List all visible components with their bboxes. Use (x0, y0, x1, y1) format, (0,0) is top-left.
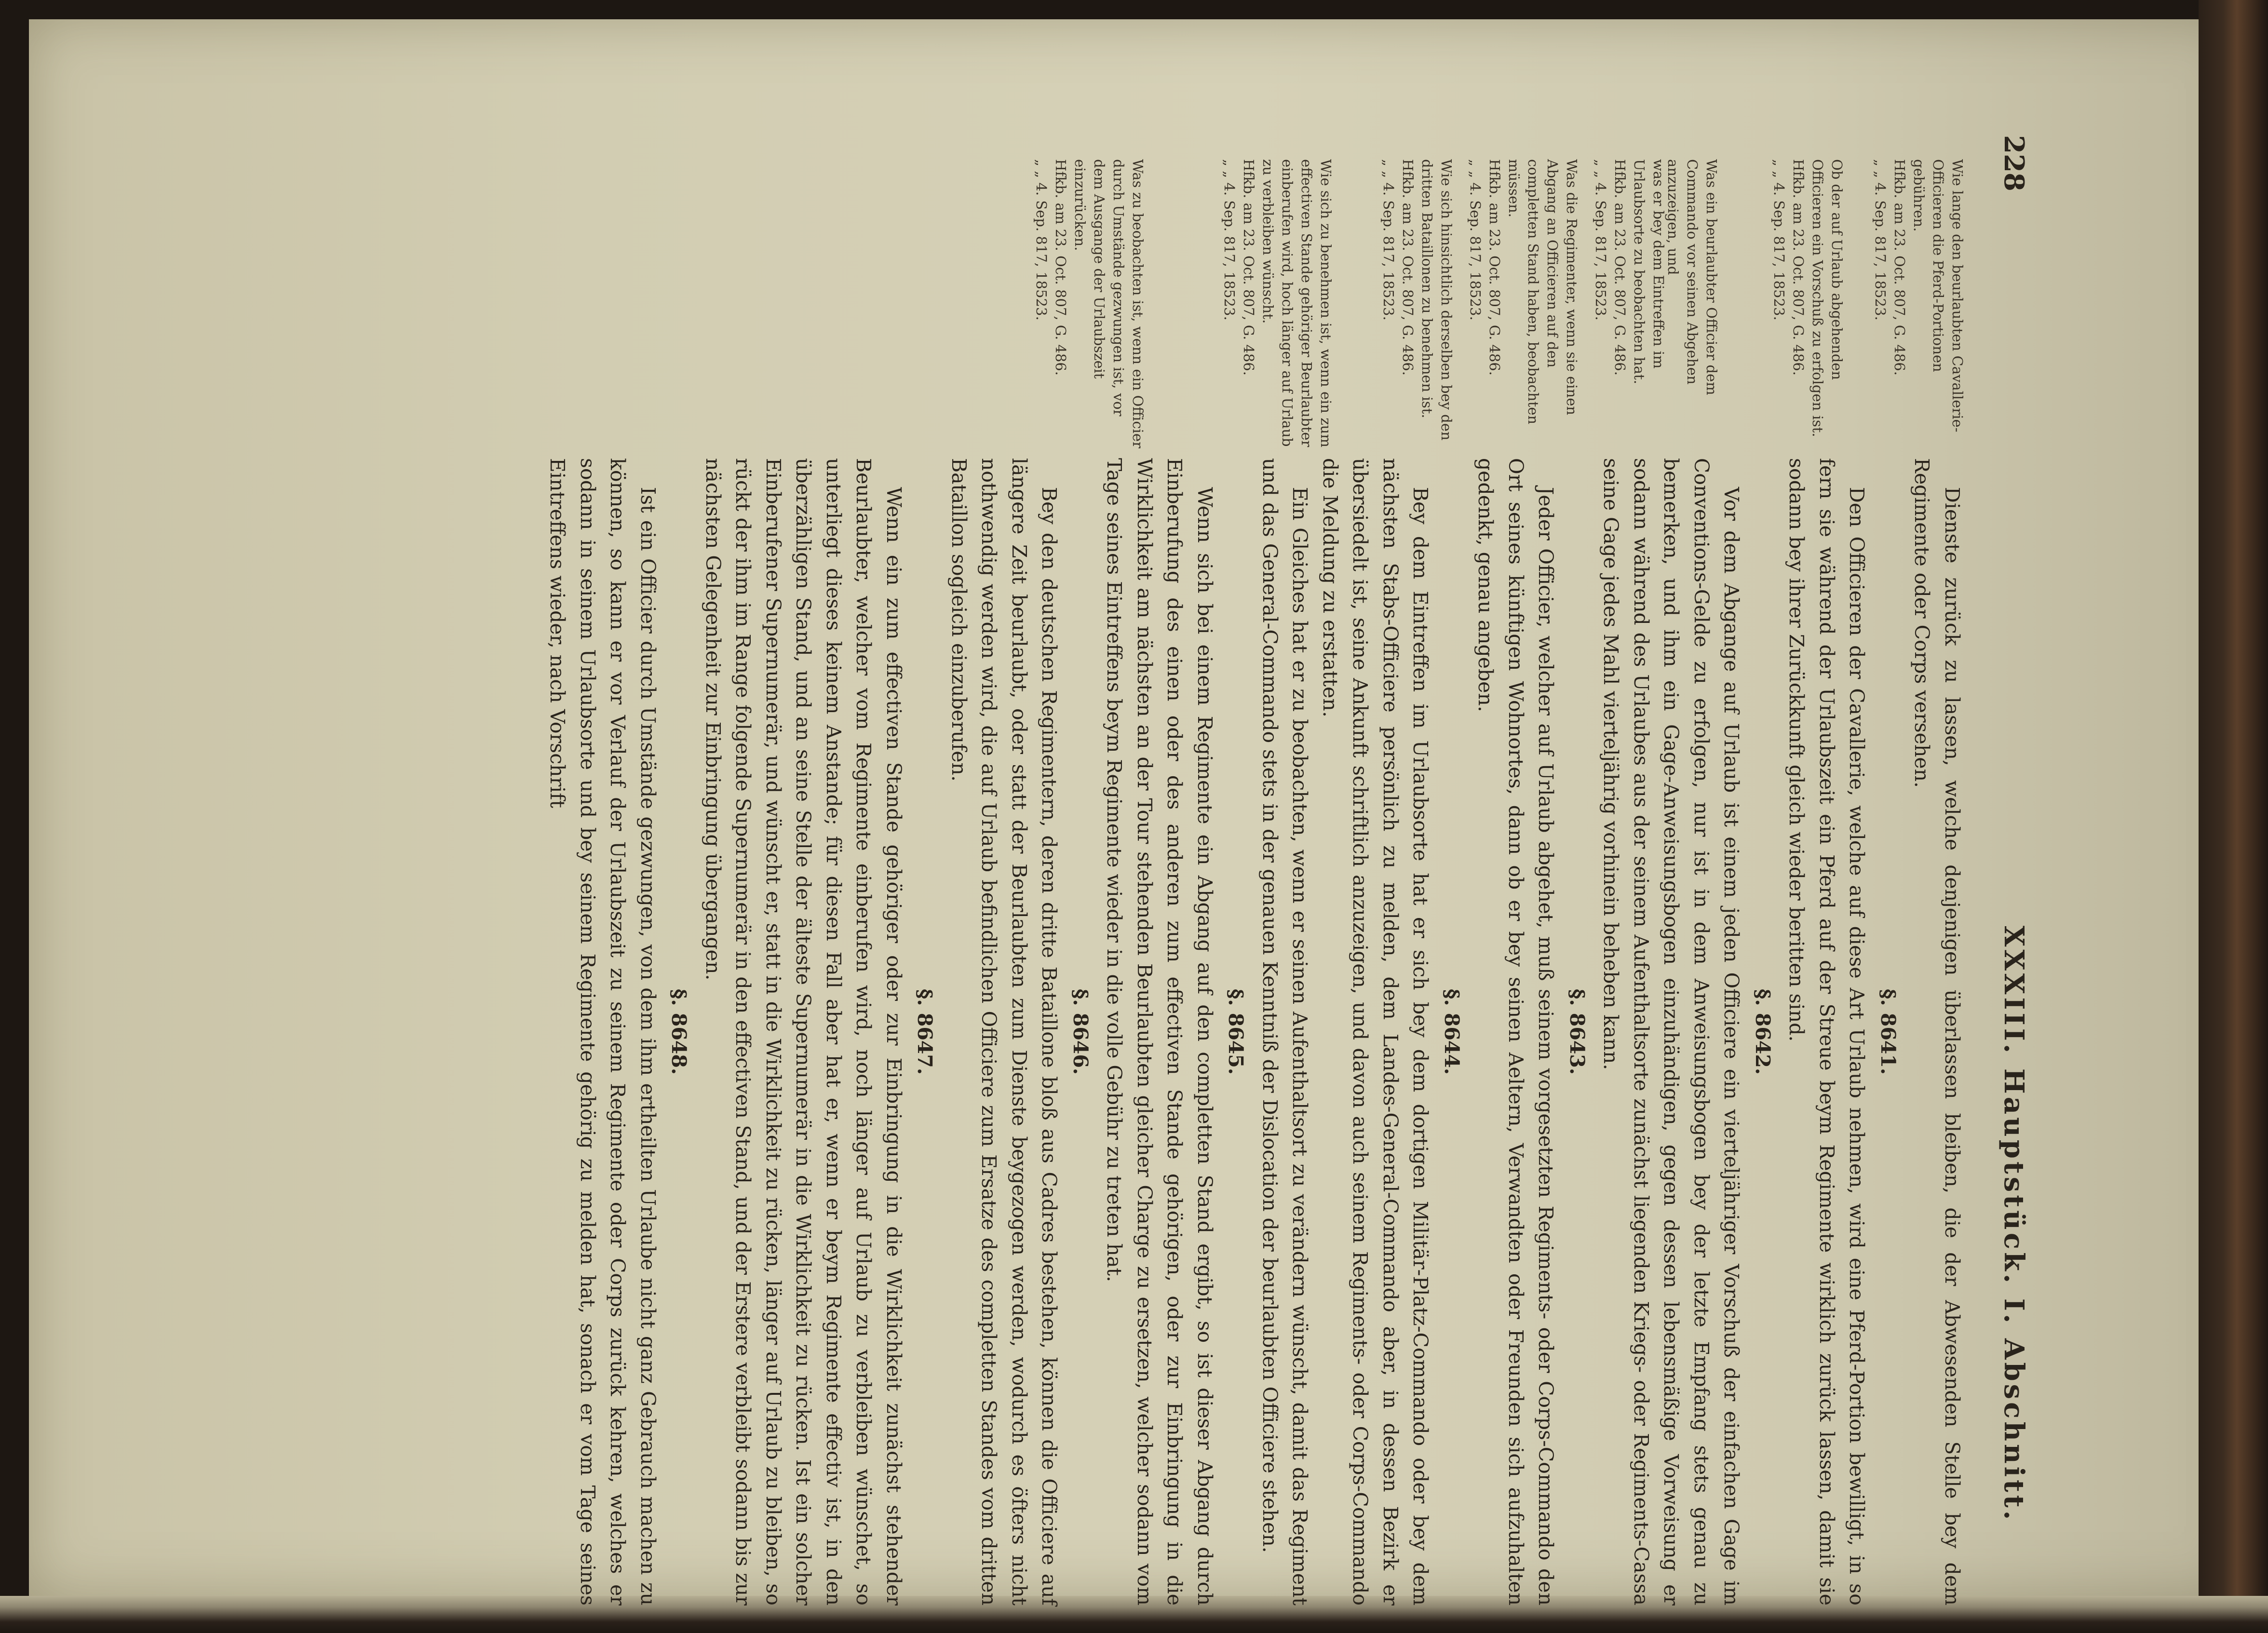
section-heading: §. 8645. (1224, 988, 1248, 1075)
margin-note (1871, 159, 1967, 448)
page-edge (2199, 0, 2268, 1633)
margin-note-reference: „ „ 4. Sep. 817, 18523. (1771, 159, 1787, 321)
margin-note-reference: Hfkb. am 23. Oct. 807, G. 486. (1241, 159, 1257, 376)
paragraph: Wenn ein zum effectiven Stande gehöriger oder zur Einbringung in die Wirklichkeit zunächst stehender Beurlaubter, welcher vom Regimente einberufen wird, noch länger auf Urlaub zu verbleiben wünschet, so unterliegt dieses keinem Anstande; für diesen Fall aber hat er, wenn er beym Regimente effectiv ist, in den überzähligen Stand, und an seine Stelle der älteste Supernumerär in die Wirklichkeit zu rücken. Ist ein solcher Einberufener Supernumerär, und wünscht er, statt in die Wirklichkeit zu rücken, länger auf Urlaub zu bleiben, so rückt der ihm im Range folgende Supernumerär in den effectiven Stand, und der Erstere verbleibt sodann bis zur nächsten Gelegenheit zur Einbringung übergangen. (702, 458, 905, 1606)
margin-note-text: was er bey dem Eintreffen im Urlaubsorte zu beobachten hat. (1631, 159, 1667, 385)
margin-note (1466, 159, 1581, 448)
section-heading: §. 8648. (667, 988, 691, 1075)
margin-note-text: Wie lange den beurlaubten Cavallerie-Officieren die Pferd-Portionen gebühren. (1911, 159, 1966, 432)
paragraph: Bey dem Eintreffen im Urlaubsorte hat er sich bey dem dortigen Militär-Platz-Commando oder bey dem nächsten Stabs-Officiere persönlich zu melden, dem Landes-General-Commando aber, in dessen Bezirk er übersiedelt ist, seine Ankunft schriftlich anzuzeigen, und davon auch seinem Regiments- oder Corps-Commando die Meldung zu erstatten. (1319, 458, 1432, 1606)
margin-note-reference: Hfkb. am 23. Oct. 807, G. 486. (1053, 159, 1069, 376)
margin-note-text: Was zu beobachten ist, wenn ein Officier durch Umstände gezwungen ist, vor dem Ausgange der Urlaubszeit einzurücken. (1072, 159, 1146, 448)
margin-note (1591, 159, 1668, 448)
section-heading: §. 8643. (1566, 988, 1589, 1075)
margin-note-reference: Hfkb. am 23. Oct. 807, G. 486. (1486, 159, 1503, 376)
margin-note-reference: „ „ 4. Sep. 817, 18523. (1380, 159, 1397, 321)
paragraph: Dienste zurück zu lassen, welche denjenigen überlassen bleiben, die der Abwesenden Stelle bey dem Regimente oder Corps versehen. (1910, 458, 1964, 1606)
margin-note-reference: „ „ 4. Sep. 817, 18523. (1221, 159, 1238, 321)
margin-note-reference: „ „ 4. Sep. 817, 18523. (1033, 159, 1050, 321)
paragraph: Bey den deutschen Regimentern, deren dritte Bataillone bloß aus Cadres bestehen, können die Officiere auf längere Zeit beurlaubt, oder statt der Beurlaubten zum Dienste beygezogen werden, wodurch es öfters nicht nothwendig werden wird, die auf Urlaub befindlichen Officiere zum Ersatze des completten Standes vom dritten Bataillon sogleich einzuberufen. (947, 458, 1061, 1606)
paragraph: Ein Gleiches hat er zu beobachten, wenn er seinen Aufenthaltsort zu verändern wünscht, damit das Regiment und das General-Commando stets in der genauen Kenntniß der Dislocation der beurlaubten Officiere stehen. (1258, 458, 1312, 1606)
page-header (1991, 135, 2030, 1591)
section-heading: §. 8644. (1440, 988, 1463, 1075)
margin-note-reference: Hfkb. am 23. Oct. 807, G. 486. (1891, 159, 1908, 376)
section-heading: §. 8646. (1069, 988, 1092, 1075)
margin-note (1032, 159, 1148, 448)
section-heading: §. 8647. (913, 988, 937, 1075)
margin-note-reference: Hfkb. am 23. Oct. 807, G. 486. (1790, 159, 1807, 376)
margin-note-text: Ob der auf Urlaub abgehenden Officieren ein Vorschuß zu erfolgen ist. (1809, 159, 1845, 437)
section-heading: §. 8641. (1876, 988, 1900, 1075)
page-content (140, 135, 2030, 1606)
margin-note-reference: „ „ 4. Sep. 817, 18523. (1593, 159, 1609, 321)
margin-note (1663, 159, 1721, 448)
paragraph: Ist ein Officier durch Umstände gezwungen, von dem ihm ertheilten Urlaube nicht ganz Gebrauch machen zu können, so kann er vor Verlauf der Urlaubszeit zu seinem Regimente oder Corps zurück kehren, welches er sodann in seinem Urlaubsorte und bey seinem Regimente gehörig zu melden hat, sonach er vom Tage seines Eintreffens wieder, nach Vorschrift (546, 458, 660, 1606)
margin-note (1379, 159, 1456, 448)
margin-note-reference: Hfkb. am 23. Oct. 807, G. 486. (1612, 159, 1628, 376)
margin-note-reference: „ „ 4. Sep. 817, 18523. (1872, 159, 1889, 321)
margin-note (1220, 159, 1336, 448)
section-heading: §. 8642. (1751, 988, 1774, 1075)
margin-note-reference: „ „ 4. Sep. 817, 18523. (1467, 159, 1484, 321)
paragraph: Jeder Officier, welcher auf Urlaub abgehet, muß seinem vorgesetzten Regiments- oder Corps-Commando den Ort seines künftigen Wohnortes, dann ob er bey seinen Aeltern, Verwandten oder Freunden sich aufzuhalten gedenkt, genau angeben. (1474, 458, 1558, 1606)
margin-note (1769, 159, 1847, 448)
margin-note-text: Was ein beurlaubter Officier dem Commando vor seinen Abgehen anzuzeigen, und (1665, 159, 1720, 395)
margin-note-text: Was die Regimenter, wenn sie einen Abgang an Officieren auf den completten Stand haben, beobachten müssen. (1506, 159, 1580, 425)
main-text (542, 458, 1967, 1606)
margin-note-text: Wie sich hinsichtlich derselben bey den dritten Bataillonen zu benehmen ist. (1419, 159, 1455, 441)
paragraph: Den Officieren der Cavallerie, welche auf diese Art Urlaub nehmen, wird eine Pferd-Portion bewilligt, in so fern sie während der Urlaubszeit ein Pferd auf der Streue beym Regimente wirklich zurück lassen, damit sie sodann bey ihrer Zurückkunft gleich wieder beritten sind. (1785, 458, 1869, 1606)
paragraph: Vor dem Abgange auf Urlaub ist einem jeden Officiere ein vierteljähriger Vorschuß der einfachen Gage im Conventions-Gelde zu erfolgen, nur ist in dem Anweisungsbogen bey der letzte Empfang stets genau zu bemerken, und ihm ein Gage-Anweisungsbogen einzuhändigen, gegen dessen lebensmäßige Vorweisung er sodann während des Urlaubes aus der seinem Aufenthaltsorte zunächst liegenden Kriegs- oder Regiments-Cassa seine Gage jedes Mahl vierteljährig vorhinein beheben kann. (1599, 458, 1743, 1606)
margin-note-reference: Hfkb. am 23. Oct. 807, G. 486. (1400, 159, 1416, 376)
page-number: 228 (1998, 135, 2030, 191)
paragraph: Wenn sich bei einem Regimente ein Abgang auf den completten Stand ergibt, so ist dieser Abgang durch Einberufung des einen oder des anderen zum effectiven Stande gehörigen, oder zur Einbringung in die Wirklichkeit am nächsten an der Tour stehenden Beurlaubten gleicher Charge zu ersetzen, welcher sodann vom Tage seines Eintreffens beym Regimente wieder in die volle Gebühr zu treten hat. (1103, 458, 1216, 1606)
margin-note-text: Wie sich zu benehmen ist, wenn ein zum effectiven Stande gehöriger Beurlaubter einberufen wird, hoch länger auf Urlaub zu verbleiben wünscht. (1260, 159, 1334, 447)
running-title: XXXIII. Hauptstück. I. Abschnitt. (1998, 926, 2030, 1523)
